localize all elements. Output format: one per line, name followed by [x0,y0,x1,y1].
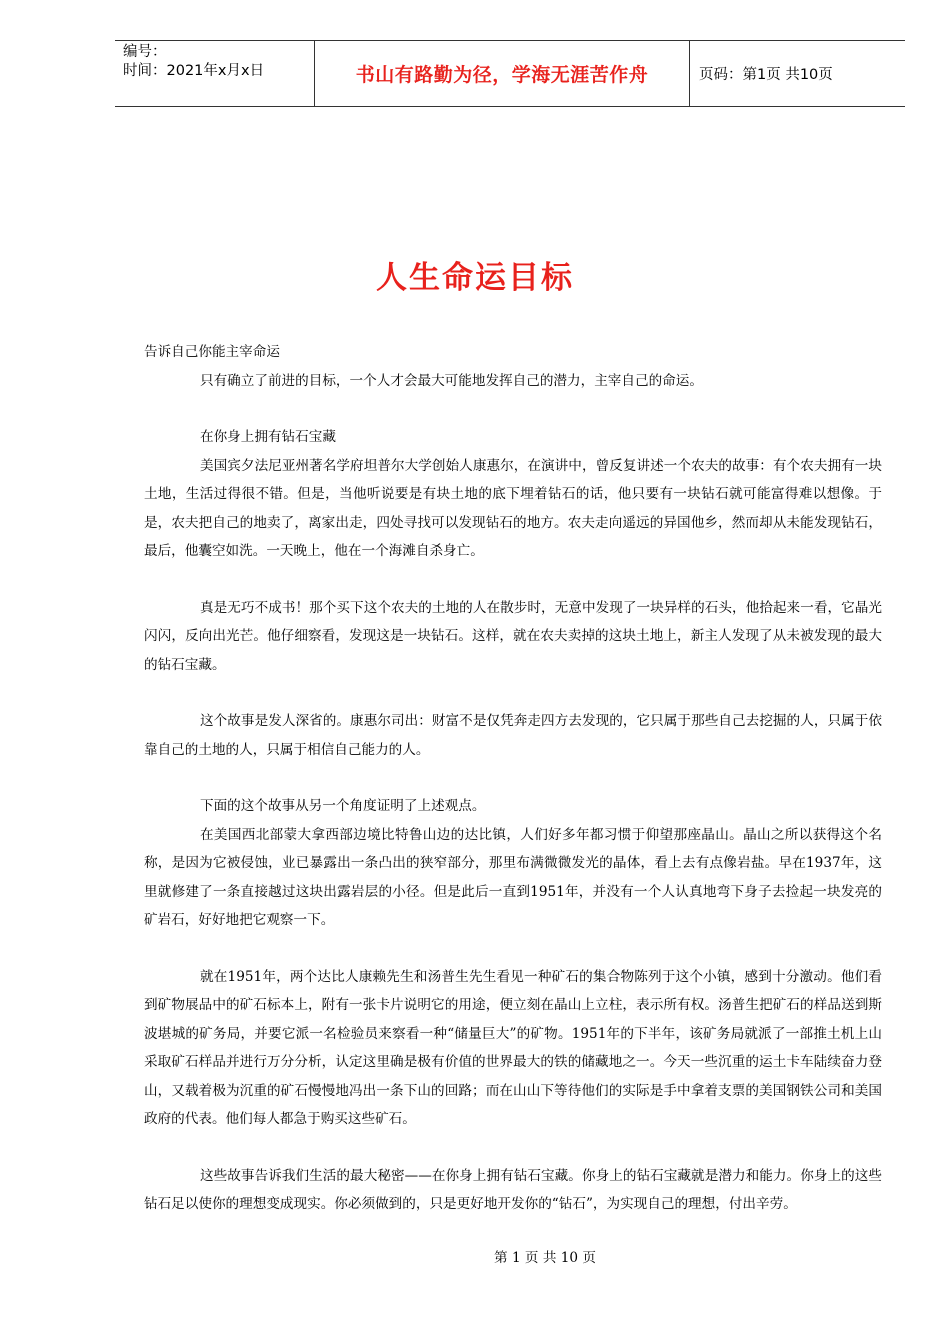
paragraph: 在美国西北部蒙大拿西部边境比特鲁山边的达比镇，人们好多年都习惯于仰望那座晶山。晶山之所以获得这个名称，是因为它被侵蚀，业已暴露出一条凸出的狭窄部分，那里布满微微发光的晶体，看上去有点像岩盐。早在1937年，这里就修建了一条直接越过这块出露岩层的小径。但是此后一直到1951年，并没有一个人认真地弯下身子去捡起一块发亮的矿岩石，好好地把它观察一下。 [144,826,882,928]
page-footer: 第 1 页 共 10 页 [494,1250,596,1266]
paragraph: 下面的这个故事从另一个角度证明了上述观点。 [200,798,486,814]
header-meta [115,41,315,106]
paragraph: 这个故事是发人深省的。康惠尔司出：财富不是仅凭奔走四方去发现的，它只属于那些自己去挖掘的人，只属于依靠自己的土地的人，只属于相信自己能力的人。 [144,713,882,758]
code-label: 编号： [123,44,167,60]
document-body [144,338,882,1219]
time-label: 时间：2021年x月x日 [123,63,265,79]
page-header [115,40,905,107]
paragraph-subheading: 在你身上拥有钻石宝藏 [200,429,336,445]
paragraph: 真是无巧不成书！那个买下这个农夫的土地的人在散步时，无意中发现了一块异样的石头，他拾起来一看，它晶光闪闪，反向出光芒。他仔细察看，发现这是一块钻石。这样，就在农夫卖掉的这块土地上，新主人发现了从未被发现的最大的钻石宝藏。 [144,599,882,673]
paragraph-heading: 告诉自己你能主宰命运 [144,344,280,360]
paragraph: 就在1951年，两个达比人康赖先生和汤普生先生看见一种矿石的集合物陈列于这个小镇，感到十分激动。他们看到矿物展品中的矿石标本上，附有一张卡片说明它的用途，便立刻在晶山上立柱，表示所有权。汤普生把矿石的样品送到斯波堪城的矿务局，并要它派一名检验员来察看一种“储量巨大”的矿物。1951年的下半年，该矿务局就派了一部推土机上山采取矿石样品并进行万分分析，认定这里确是极有价值的世界最大的铁的储藏地之一。今天一些沉重的运土卡车陆续奋力登山，又载着极为沉重的矿石慢慢地冯出一条下山的回路；而在山山下等待他们的实际是手中拿着支票的美国钢铁公司和美国政府的代表。他们每人都急于购买这些矿石。 [144,968,882,1127]
paragraph: 这些故事告诉我们生活的最大秘密——在你身上拥有钻石宝藏。你身上的钻石宝藏就是潜力和能力。你身上的这些钻石足以使你的理想变成现实。你必须做到的，只是更好地开发你的“钻石”，为实现自己的理想，付出辛劳。 [144,1167,882,1212]
document-title: 人生命运目标 [376,260,574,296]
header-motto: 书山有路勤为径，学海无涯苦作舟 [315,41,690,106]
paragraph: 只有确立了前进的目标，一个人才会最大可能地发挥自己的潜力，主宰自己的命运。 [200,372,703,389]
header-page-info: 页码：第1页 共10页 [699,67,833,83]
paragraph: 美国宾夕法尼亚州著名学府坦普尔大学创始人康惠尔，在演讲中，曾反复讲述一个农夫的故事：有个农夫拥有一块土地，生活过得很不错。但是，当他听说要是有块土地的底下埋着钻石的话，他只要有一块钻石就可能富得难以想像。于是，农夫把自己的地卖了，离家出走，四处寻找可以发现钻石的地方。农夫走向遥远的异国他乡，然而却从未能发现钻石，最后，他囊空如洗。一天晚上，他在一个海滩自杀身亡。 [144,457,882,559]
